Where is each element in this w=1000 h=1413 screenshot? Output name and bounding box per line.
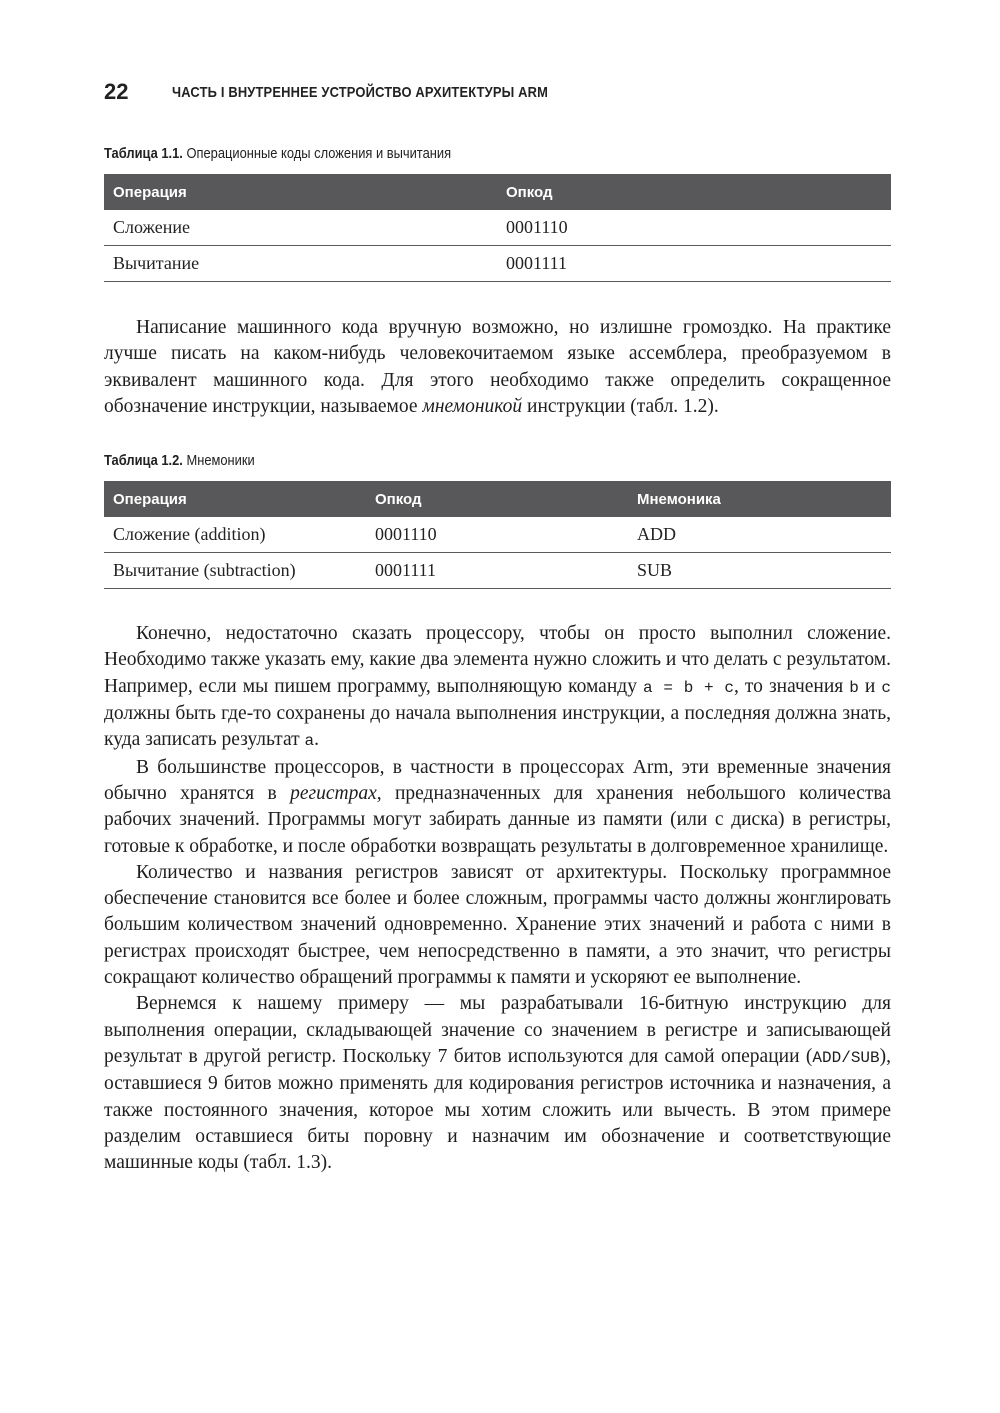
- paragraph-text: В большинстве процессоров, в частности в процессорах Arm, эти временные значения обычно хранятся в: [104, 756, 891, 804]
- paragraph-text: Написание машинного кода вручную возможно, но излишне громоздко. На практике лучше писать на каком-нибудь человекочитаемом языке ассемблера, преобразуемом в эквивалент машинного кода. Для этого необходимо также определить сокращенное обозначение инструкции, называемое: [104, 317, 891, 417]
- table-cell: Сложение: [104, 210, 497, 246]
- emphasis-term: регистрах: [290, 782, 377, 804]
- table-cell: 0001110: [497, 210, 891, 246]
- table-cell: Вычитание (subtraction): [104, 553, 366, 589]
- table-1-1-caption-text: Операционные коды сложения и вычитания: [182, 145, 452, 162]
- inline-code: b: [849, 678, 859, 697]
- book-page: [104, 70, 891, 1176]
- table-row: [104, 553, 891, 589]
- running-head-title: ЧАСТЬ I ВНУТРЕННЕЕ УСТРОЙСТВО АРХИТЕКТУРЫ ARM: [172, 83, 549, 101]
- column-header-operation: Операция: [104, 481, 366, 517]
- paragraph-text: , предназначенных для хранения небольшого количества рабочих значений. Программы могут забирать данные из памяти (или с диска) в регистры, готовые к обработке, и после обработки возвращать результаты в долговременное хранилище.: [104, 782, 892, 857]
- column-header-mnemonic: Мнемоника: [628, 481, 891, 517]
- table-1-1: [104, 174, 891, 282]
- emphasis-term: мнемоникой: [422, 395, 523, 417]
- table-cell: 0001111: [497, 246, 891, 282]
- page-number: 22: [104, 79, 129, 104]
- column-header-opcode: Опкод: [366, 481, 628, 517]
- table-header-row: [104, 481, 891, 517]
- table-row: [104, 210, 891, 246]
- paragraph-text: Количество и названия регистров зависят от архитектуры. Поскольку программное обеспечение становится все более и более сложным, программы часто должны жонглировать большим количеством значений одновременно. Хранение этих значений и работа с ними в регистрах происходят быстрее, чем непосредственно в памяти, а это значит, что регистры сокращают количество обращений программы к памяти и ускоряют ее выполнение.: [104, 861, 891, 989]
- paragraph-3: [104, 755, 891, 860]
- paragraph-text: Конечно, недостаточно сказать процессору, чтобы он просто выполнил сложение. Необходимо также указать ему, какие два элемента нужно сложить и что делать с результатом. Например, если мы пишем программу, выполняющую команду: [104, 623, 891, 697]
- inline-code: a = b + c: [642, 678, 734, 697]
- table-row: [104, 517, 891, 553]
- column-header-opcode: Опкод: [497, 174, 891, 210]
- table-1-2: [104, 481, 891, 589]
- table-cell: ADD: [628, 517, 891, 553]
- table-1-1-caption: [104, 145, 781, 162]
- table-1-2-caption-text: Мнемоники: [182, 452, 255, 470]
- running-head: [104, 70, 891, 114]
- paragraph-text: инструкции (табл. 1.2).: [522, 395, 719, 417]
- table-row: [104, 246, 891, 282]
- paragraph-text: ), оставшиеся 9 битов можно применять для кодирования регистров источника и назначения, а также постоянного значения, которое мы хотим сложить или вычесть. В этом примере разделим оставшиеся биты поровну и назначим им обозначение и соответствующие машинные коды (табл. 1.3).: [104, 1045, 891, 1174]
- paragraph-text: должны быть где-то сохранены до начала выполнения инструкции, а последняя должна знать, куда записать результат: [104, 703, 891, 751]
- paragraph-2: [104, 621, 891, 754]
- table-1-2-caption: [104, 452, 781, 469]
- paragraph-4: [104, 860, 891, 991]
- paragraph-text: Вернемся к нашему примеру — мы разрабатывали 16-битную инструкцию для выполнения операции, складывающей значение со значением в регистре и записывающей результат в другой регистр. Поскольку 7 битов используются для самой операции (: [104, 993, 891, 1067]
- paragraph-text: и: [858, 675, 882, 697]
- table-cell: Сложение (addition): [104, 517, 366, 553]
- paragraph-1: [104, 315, 891, 420]
- table-1-1-caption-label: Таблица 1.1.: [104, 145, 183, 162]
- table-cell: 0001111: [366, 553, 628, 589]
- paragraph-text: .: [314, 729, 319, 751]
- inline-code: c: [881, 678, 891, 697]
- paragraph-text: , то значения: [734, 675, 850, 697]
- table-cell: 0001110: [366, 517, 628, 553]
- inline-code: ADD/SUB: [812, 1048, 880, 1067]
- paragraph-5: [104, 991, 891, 1176]
- table-1-2-caption-label: Таблица 1.2.: [104, 452, 183, 470]
- inline-code: a: [304, 732, 315, 751]
- table-cell: Вычитание: [104, 246, 497, 282]
- table-cell: SUB: [628, 553, 891, 589]
- column-header-operation: Операция: [104, 174, 497, 210]
- table-header-row: [104, 174, 891, 210]
